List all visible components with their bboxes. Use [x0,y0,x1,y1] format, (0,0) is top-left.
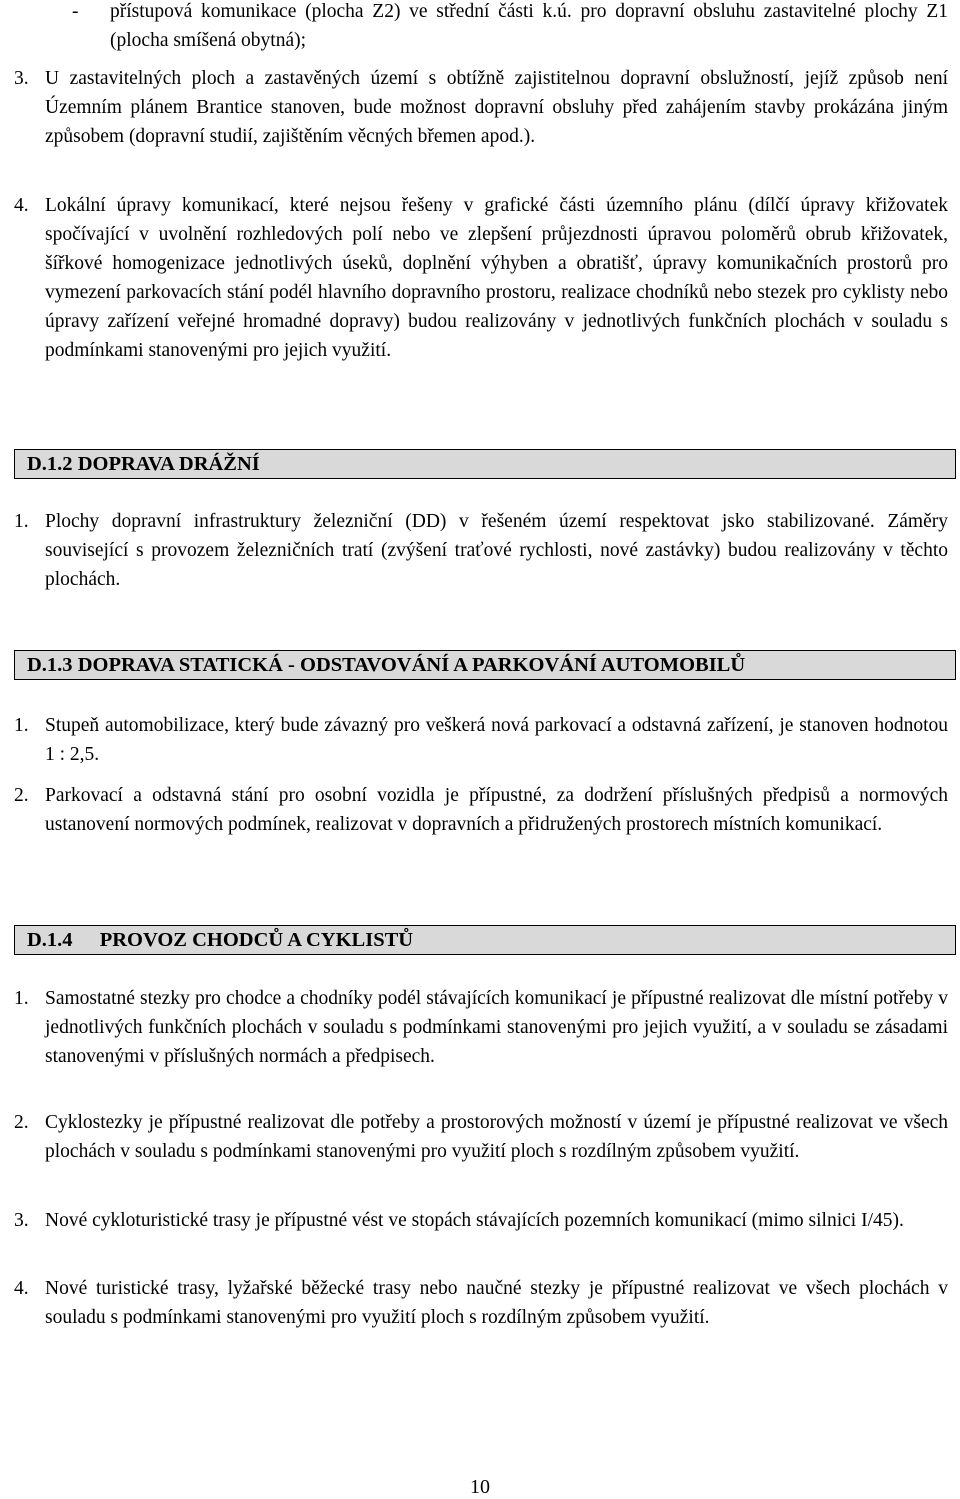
list-item-text: Nové turistické trasy, lyžařské běžecké trasy nebo naučné stezky je přípustné realizovat ve všech plochách v souladu s podmínkami stanovenými pro využití ploch s rozdílným způsobem využití. [45,1278,948,1328]
list-item [14,1108,948,1166]
list-item-number: 3. [14,1210,29,1231]
list-item-text: U zastavitelných ploch a zastavěných území s obtížně zajistitelnou dopravní obslužností, jejíž způsob není Územním plánem Brantice stanoven, bude možnost dopravní obsluhy před zahájením stavby prokázána jiným způsobem (dopravní studií, zajištěním věcných břemen apod.). [45,68,948,147]
section-heading-number: D.1.4 [27,929,73,951]
list-item [14,984,948,1071]
list-item [14,191,948,365]
list-item-number: 1. [14,715,29,736]
list-item-bullet [72,0,948,55]
list-item-text: přístupová komunikace (plocha Z2) ve střední části k.ú. pro dopravní obsluhu zastavitelné plochy Z1 (plocha smíšená obytná); [110,1,948,51]
list-item-number: 1. [14,511,29,532]
section-heading-d12 [14,449,956,479]
list-item [14,1274,948,1332]
section-heading-number: D.1.3 [27,654,73,676]
list-item-text: Samostatné stezky pro chodce a chodníky podél stávajících komunikací je přípustné realizovat dle místní potřeby v jednotlivých funkčních plochách v souladu s podmínkami stanovenými pro jejich využití, a v souladu se zásadami stanovenými v příslušných normách a předpisech. [45,988,948,1067]
list-item-number: 3. [14,68,29,89]
list-item [14,507,948,594]
section-heading-number: D.1.2 [27,453,73,475]
section-heading-title: DOPRAVA DRÁŽNÍ [77,453,260,475]
list-item-number: 4. [14,195,29,216]
list-item-number: 4. [14,1278,29,1299]
list-item-number: 2. [14,785,29,806]
list-item-text: Plochy dopravní infrastruktury železniční (DD) v řešeném území respektovat jsko stabilizované. Záměry související s provozem železničních tratí (zvýšení traťové rychlosti, nové zastávky) budou realizovány v těchto plochách. [45,511,948,590]
list-item [14,781,948,839]
list-item-text: Cyklostezky je přípustné realizovat dle potřeby a prostorových možností v území je přípustné realizovat ve všech plochách v souladu s podmínkami stanovenými pro využití ploch s rozdílným způsobem využití. [45,1112,948,1162]
list-item [14,1206,948,1235]
list-item-text: Stupeň automobilizace, který bude závazný pro veškerá nová parkovací a odstavná zařízení, je stanoven hodnotou 1 : 2,5. [45,715,948,765]
list-item [14,711,948,769]
page-number: 10 [470,1476,490,1498]
list-item-text: Parkovací a odstavná stání pro osobní vozidla je přípustné, za dodržení příslušných předpisů a normových ustanovení normových podmínek, realizovat v dopravních a přidružených prostorech místních komunikací. [45,785,948,835]
list-item-text: Nové cykloturistické trasy je přípustné vést ve stopách stávajících pozemních komunikací (mimo silnici I/45). [45,1210,904,1231]
list-item-text: Lokální úpravy komunikací, které nejsou řešeny v grafické části územního plánu (dílčí úpravy křižovatek spočívající v uvolnění rozhledových polí nebo ve zlepšení průjezdnosti úpravou poloměrů obrub křižovatek, šířkové homogenizace jednotlivých úseků, doplnění výhyben a obratišť, úpravy komunikačních prostorů pro vymezení parkovacích stání podél hlavního dopravního prostoru, realizace chodníků nebo stezek pro cyklisty nebo úpravy zařízení veřejné hromadné dopravy) budou realizovány v jednotlivých funkčních plochách v souladu s podmínkami stanovenými pro jejich využití. [45,195,948,361]
section-heading-title: PROVOZ CHODCŮ A CYKLISTŮ [99,929,414,951]
section-heading-d13 [14,650,956,680]
section-heading-title: DOPRAVA STATICKÁ - ODSTAVOVÁNÍ A PARKOVÁNÍ AUTOMOBILŮ [77,654,746,676]
bullet-marker: - [72,1,79,22]
list-item-number: 1. [14,988,29,1009]
section-heading-d14 [14,925,956,955]
list-item-number: 2. [14,1112,29,1133]
list-item [14,64,948,151]
